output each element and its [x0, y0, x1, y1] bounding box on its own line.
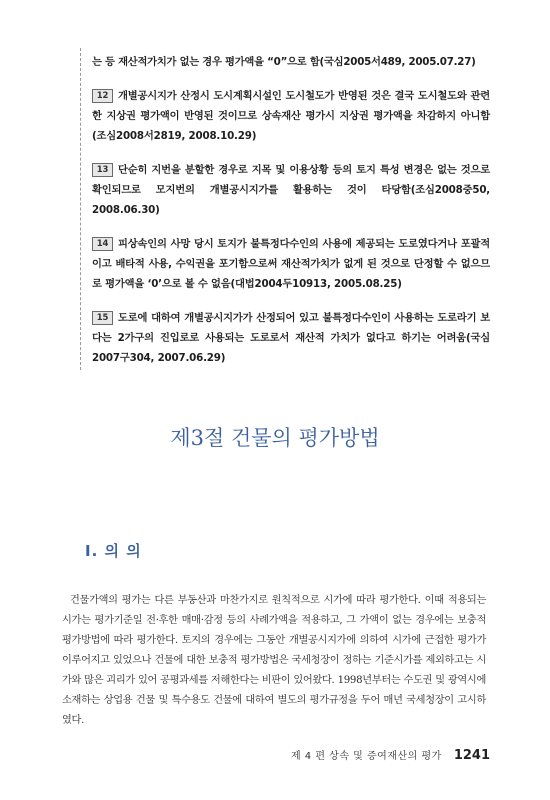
case-number-badge: 12: [92, 89, 113, 103]
case-item-14: [92, 234, 490, 294]
case-list: [92, 54, 490, 382]
case-number-badge: 15: [92, 311, 113, 325]
case-text: 단순히 지번을 분할한 경우로 지목 및 이용상황 등의 토지 특성 변경은 없는 것으로 확인되므로 모지번의 개별공시지가를 활용하는 것이 타당함(조심2008중50, 2008.06.30): [92, 164, 490, 216]
body-paragraph: 건물가액의 평가는 다른 부동산과 마찬가지로 원칙적으로 시가에 따라 평가한다. 이때 적용되는 시가는 평가기준일 전·후한 매매·감정 등의 사례가액을 적용하고, 그 가액이 없는 경우에는 보충적 평가방법에 따라 평가한다. 토지의 경우에는 그동안 개별공시지가에 의하여 시가에 근접한 평가가 이루어지고 있었으나 건물에 대한 보충적 평가방법은 국세청장이 정하는 기준시가를 제외하고는 시가와 많은 괴리가 있어 공평과세를 저해한다는 비판이 있어왔다. 1998년부터는 수도권 및 광역시에 소재하는 상업용 건물 및 특수용도 건물에 대하여 별도의 평가규정을 두어 매년 국세청장이 고시하였다.: [62, 595, 486, 726]
subsection-title: Ⅰ. 의 의: [85, 542, 142, 560]
section-title: 제3절 건물의 평가방법: [170, 426, 380, 450]
case-item-15: [92, 308, 490, 368]
footer-part-title: 제 4 편 상속 및 증여재산의 평가: [290, 751, 442, 762]
case-item-13: [92, 160, 490, 220]
case-number-badge: 13: [92, 163, 113, 177]
case-number-badge: 14: [92, 237, 113, 251]
case-text: 도로에 대하여 개별공시지가가 산정되어 있고 불특정다수인이 사용하는 도로라기 보다는 2가구의 진입로로 사용되는 도로로서 재산적 가치가 없다고 하기는 어려움(국심2007구304, 2007.06.29): [92, 312, 490, 364]
page-number: 1241: [453, 748, 490, 763]
case-item-12: [92, 86, 490, 146]
page-footer: [291, 744, 490, 763]
case-text: 피상속인의 사망 당시 토지가 불특정다수인의 사용에 제공되는 도로였다거나 포괄적이고 배타적 사용, 수익권을 포기함으로써 재산적가치가 없게 된 것으로 단정할 수 없으므로 평가액을 ‘0’으로 볼 수 없음(대법2004두10913, 2005.08.25): [92, 238, 490, 290]
case-text: 개별공시지가 산정시 도시계획시설인 도시철도가 반영된 것은 결국 도시철도와 관련한 지상권 평가액이 반영된 것이므로 상속재산 평가시 지상권 평가액을 차감하지 아니함(조심2008서2819, 2008.10.29): [92, 90, 490, 142]
case-continuation-line: 는 등 재산적가치가 없는 경우 평가액을 “0”으로 함(국심2005서489, 2005.07.27): [92, 56, 476, 68]
